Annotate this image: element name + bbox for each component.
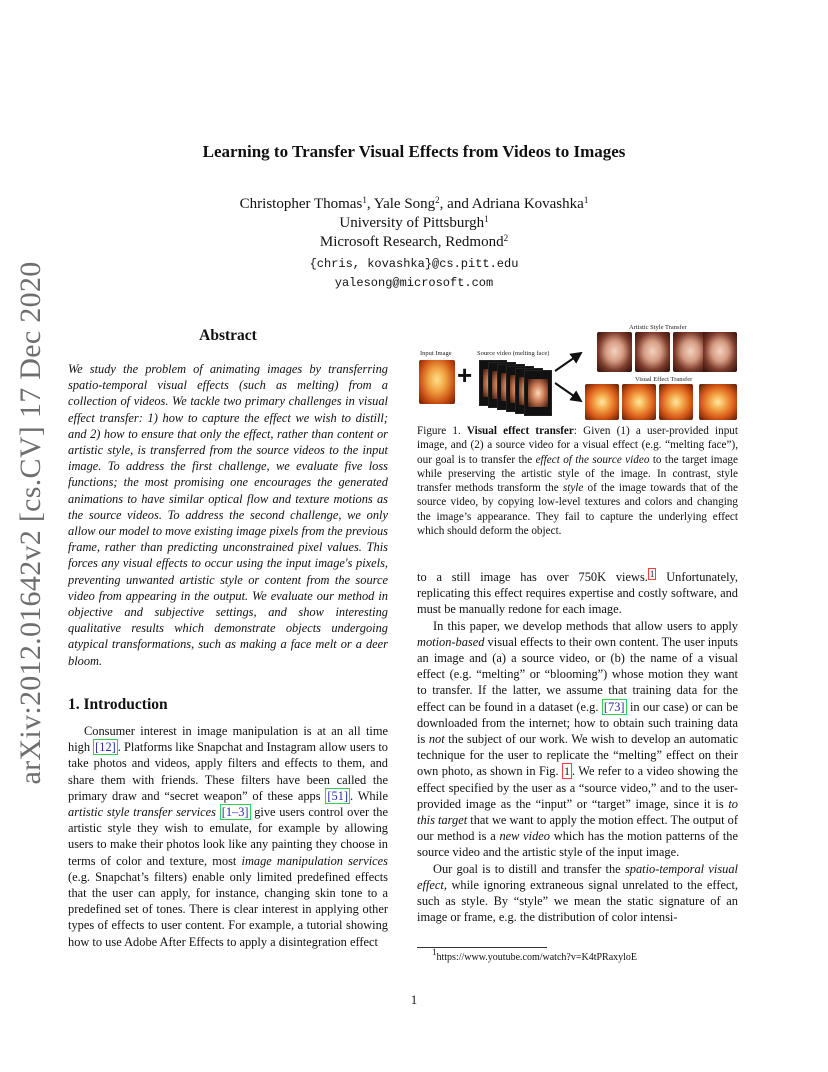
input-image-thumb bbox=[419, 360, 455, 404]
intro-text: Consumer interest in image manipulation is at an all time high bbox=[68, 724, 388, 755]
caption-text: of the image towards that of the source video, by copying low-level textures and colors and changing the image’s appearance. They fail to capture the underlying effect which should deform the object. bbox=[417, 482, 738, 538]
style-output-frame bbox=[703, 332, 737, 372]
body-text: in our case) or can be downloaded from the internet; how to obtain such training data is bbox=[417, 699, 738, 747]
intro-emphasis: artistic style transfer services bbox=[68, 805, 217, 820]
body-emphasis: motion-based bbox=[417, 634, 485, 649]
body-text: , while ignoring extraneous signal unrelated to the effect, such as style. By “style” we mean the static signature of an image or frame, e.g. the distribution of color intensi- bbox=[417, 877, 738, 925]
intro-text: . Platforms like Snapchat and Instagram allow users to take photos and videos, apply filters and effects to them, and share them with friends. These filters have been called the primary draw and “secret weapon” of these apps bbox=[68, 740, 388, 803]
citation-1-3[interactable]: [1–3] bbox=[221, 805, 249, 820]
figure-1 bbox=[417, 320, 738, 420]
figure-label-vet: Visual Effect Transfer bbox=[635, 376, 693, 383]
affiliation-2-sup: 2 bbox=[503, 233, 509, 243]
author-line bbox=[0, 196, 828, 213]
figure-label-style: Artistic Style Transfer bbox=[629, 324, 687, 331]
affiliation-2 bbox=[0, 234, 828, 251]
paper-title: Learning to Transfer Visual Effects from Videos to Images bbox=[202, 142, 626, 161]
caption-text: : Given (1) a user-provided input image, and (2) a source video for a visual effect (e.g. “melting face”), our goal is to transfer the bbox=[417, 425, 739, 466]
effect-output-frame bbox=[699, 384, 737, 420]
body-text: that we want to apply the motion effect. The output of our method is a bbox=[417, 813, 738, 844]
body-text: In this paper, we develop methods that allow users to apply bbox=[433, 618, 738, 633]
effect-output-frame bbox=[659, 384, 693, 420]
citation-73[interactable]: [73] bbox=[603, 699, 625, 714]
body-emphasis: to this target bbox=[417, 796, 738, 828]
arrow-up bbox=[555, 353, 581, 371]
body-text: to a still image has over 750K views. bbox=[417, 570, 648, 584]
body-text: which has the motion patterns of the source video and the artistic style of the input image. bbox=[417, 829, 738, 860]
author-2-sup: 2 bbox=[435, 195, 440, 205]
affiliation-1-name: University of Pittsburgh bbox=[339, 215, 485, 231]
plus-sign: + bbox=[457, 360, 473, 390]
abstract-body: We study the problem of animating images by transferring spatio-temporal visual effects (such as melting) from a collection of videos. We tackle two primary challenges in visual effect transfer: 1) how to capture the effect we wish to distill; and 2) how to ensure that only the effect, rather than content or artistic style, is transferred from the source videos to the input image. To address the first challenge, we evaluate five loss functions; the most promising one encourages the generated animations to have similar optical flow and texture motions as the source videos. To address the second challenge, we only allow our model to move existing image pixels from the previous frame, rather than predicting unconstrained pixel values. This forces any visual effects to occur using the input image's pixels, preventing unwanted artistic style or content from the source video from appearing in the output. We evaluate our method in objective and subjective settings, and show interesting qualitative results which demonstrate objects undergoing atypical transformations, such as making a face melt or a deer bloom. bbox=[68, 362, 388, 668]
style-output-frame bbox=[635, 332, 670, 372]
arxiv-sidebar-stamp bbox=[8, 261, 54, 785]
author-1: Christopher Thomas bbox=[239, 196, 363, 212]
body-text: Our goal is to distill and transfer the bbox=[433, 861, 625, 876]
author-2: , Yale Song bbox=[366, 196, 436, 212]
body-emphasis: not bbox=[428, 732, 445, 747]
intro-emphasis: image manipulation services bbox=[241, 853, 389, 868]
citation-12[interactable]: [12] bbox=[95, 740, 116, 755]
intro-heading: 1. Introduction bbox=[68, 696, 168, 713]
caption-bold: Visual effect transfer bbox=[466, 425, 574, 437]
arxiv-identifier: arXiv:2012.01642v2 [cs.CV] 17 Dec 2020 bbox=[14, 261, 47, 785]
intro-paragraph bbox=[68, 723, 388, 950]
author-3-sup: 1 bbox=[583, 195, 589, 205]
author-1-sup: 1 bbox=[362, 195, 367, 205]
right-column-body bbox=[417, 569, 738, 925]
body-emphasis: new video bbox=[499, 829, 550, 844]
intro-text: (e.g. Snapchat’s filters) enable only limited predefined effects that the user can apply, for instance, changing skin tone to a predefined set of tones. There is clear interest in applying other types of effects to user content. For example, a tutorial showing how to use Adobe After Effects to apply a disintegration effect bbox=[68, 869, 388, 949]
footnote-url[interactable]: https://www.youtube.com/watch?v=K4tPRaxyloE bbox=[436, 952, 638, 963]
figure-label-source: Source video (melting face) bbox=[477, 350, 550, 357]
footnote bbox=[432, 947, 638, 963]
page-number: 1 bbox=[410, 993, 418, 1007]
citation-51[interactable]: [51] bbox=[327, 788, 349, 803]
intro-text: . While bbox=[350, 788, 389, 803]
figure-ref-1[interactable]: 1 bbox=[563, 764, 570, 779]
effect-output-frame bbox=[622, 384, 656, 420]
author-3: , and Adriana Kovashka bbox=[439, 196, 584, 212]
body-text: visual effects to their own content. The user inputs an image and (a) a source video, or (b) the name of a visual effect (e.g. “melting” or “blooming”) whose motion they want to transfer. If the latter, we assume that training data for the effect can be found in a dataset (e.g. bbox=[417, 634, 738, 714]
footnote-number: 1 bbox=[432, 947, 437, 957]
email-2: yalesong@microsoft.com bbox=[334, 276, 494, 290]
style-output-frame bbox=[597, 332, 632, 372]
caption-emphasis: effect of the source video bbox=[535, 453, 650, 466]
email-1: {chris, kovashka}@cs.pitt.edu bbox=[309, 257, 519, 271]
caption-emphasis: style bbox=[562, 482, 584, 495]
effect-output-frame bbox=[585, 384, 619, 420]
caption-text: to the target image while preserving the artistic style of the image. In contrast, style transfer methods transform the bbox=[417, 453, 738, 495]
body-emphasis: spatio-temporal visual effect bbox=[417, 861, 738, 892]
affiliation-2-name: Microsoft Research, Redmond bbox=[319, 234, 504, 250]
body-text: the subject of our work. We wish to develop an automatic technique for the user to replicate the “melting” effect on their own photo, as shown in Fig. bbox=[417, 732, 738, 779]
body-text: . We refer to a video showing the effect specified by the user as a “source video,” and to the user-provided image as the “input” or “target” image, since it is bbox=[417, 764, 738, 811]
intro-text: give users control over the artistic style they wish to emulate, for example by allowing users to make their photos look like any painting they choose in terms of color and texture, most bbox=[68, 805, 388, 868]
caption-prefix: Figure 1. bbox=[417, 425, 461, 437]
source-frame bbox=[524, 370, 552, 416]
body-text: Unfortunately, replicating this effect requires expertise and costly software, and must be manually redone for each image. bbox=[417, 570, 738, 617]
footnote-marker[interactable]: 1 bbox=[649, 569, 655, 579]
abstract-heading: Abstract bbox=[199, 327, 257, 344]
arrow-down bbox=[555, 383, 581, 401]
affiliation-1-sup: 1 bbox=[484, 214, 489, 224]
figure-label-input: Input Image bbox=[420, 350, 452, 357]
affiliation-1 bbox=[0, 215, 828, 232]
figure-1-caption bbox=[417, 424, 738, 538]
